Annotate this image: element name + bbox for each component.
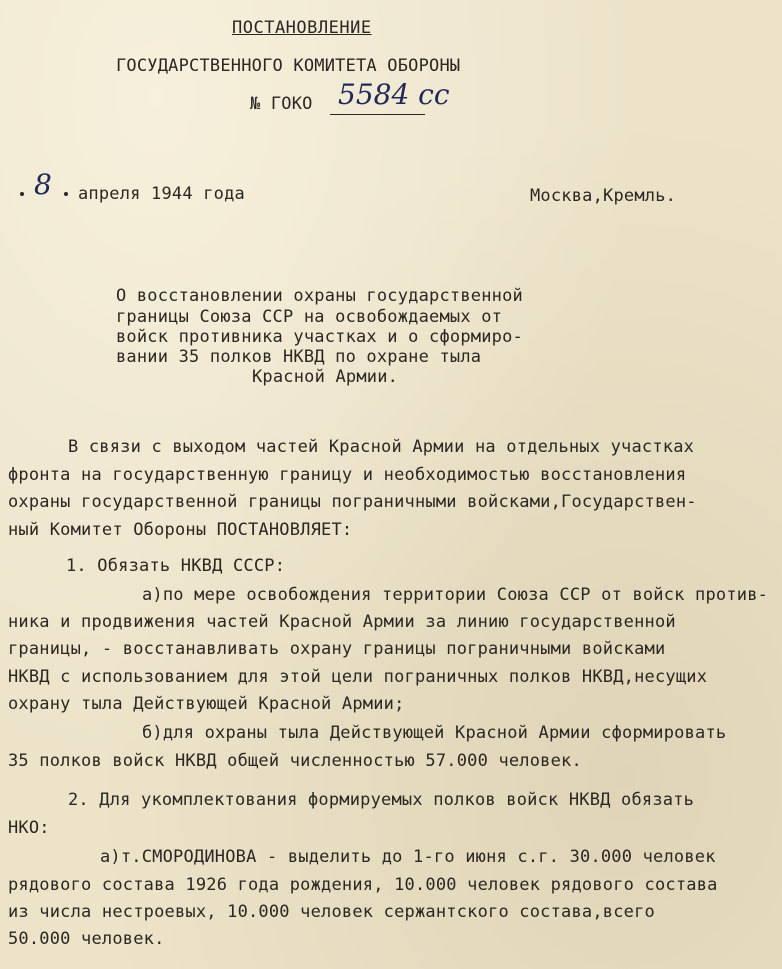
- paragraph-2-line: НКО:: [8, 818, 50, 838]
- paragraph-2a-line: из числа нестроевых, 10.000 человек сержантского состава,всего: [8, 902, 655, 922]
- date-day-handwritten: 8: [34, 168, 52, 201]
- decree-number-prefix: № ГОКО: [250, 94, 313, 114]
- decree-number-handwritten: 5584 сс: [338, 78, 450, 111]
- paragraph-1b-line: б)для охраны тыла Действующей Красной Армии сформировать: [142, 723, 727, 743]
- preamble-line: ный Комитет Обороны ПОСТАНОВЛЯЕТ:: [8, 520, 353, 540]
- paragraph-2a-line: а)т.СМОРОДИНОВА - выделить до 1-го июня с.г. 30.000 человек: [100, 847, 716, 867]
- paragraph-1a-line: охрану тыла Действующей Красной Армии;: [8, 694, 405, 714]
- date-right-dot: [64, 192, 68, 196]
- subject-line: О восстановлении охраны государственной: [116, 286, 523, 306]
- date-text: апреля 1944 года: [78, 184, 245, 204]
- preamble-line: В связи с выходом частей Красной Армии на отдельных участках: [68, 437, 695, 457]
- paragraph-1a-line: НКВД с использованием для этой цели пограничных полков НКВД,несущих: [8, 667, 708, 687]
- place-text: Москва,Кремль.: [530, 186, 677, 206]
- subject-line: границы Союза ССР на освобождаемых от: [116, 307, 503, 327]
- preamble-line: охраны государственной границы пограничными войсками,Государствен-: [8, 492, 697, 512]
- paragraph-1a-line: границы, - восстанавливать охрану границы пограничными войсками: [8, 639, 666, 659]
- date-left-dot: [20, 192, 24, 196]
- paragraph-1-heading: 1. Обязать НКВД СССР:: [66, 556, 286, 576]
- paragraph-2-line: 2. Для укомплектования формируемых полков войск НКВД обязать: [68, 790, 695, 810]
- document-title: ПОСТАНОВЛЕНИЕ: [232, 18, 372, 38]
- paragraph-2a-line: 50.000 человек.: [8, 929, 165, 949]
- decree-number-line: [330, 114, 425, 115]
- paragraph-1b-line: 35 полков войск НКВД общей численностью 57.000 человек.: [8, 751, 582, 771]
- subject-line: войск противника участках и о сформиро-: [116, 327, 523, 347]
- preamble-line: фронта на государственную границу и необходимостью восстановления: [8, 465, 687, 485]
- paragraph-1a-line: ника и продвижения частей Красной Армии за линию государственной: [8, 612, 676, 632]
- subject-line: Красной Армии.: [252, 367, 399, 387]
- paragraph-1a-line: а)по мере освобождения территории Союза ССР от войск против-: [142, 585, 769, 605]
- subject-line: вании 35 полков НКВД по охране тыла: [116, 347, 482, 367]
- paragraph-2a-line: рядового состава 1926 года рождения, 10.000 человек рядового состава: [8, 875, 718, 895]
- committee-name: ГОСУДАРСТВЕННОГО КОМИТЕТА ОБОРОНЫ: [116, 56, 461, 76]
